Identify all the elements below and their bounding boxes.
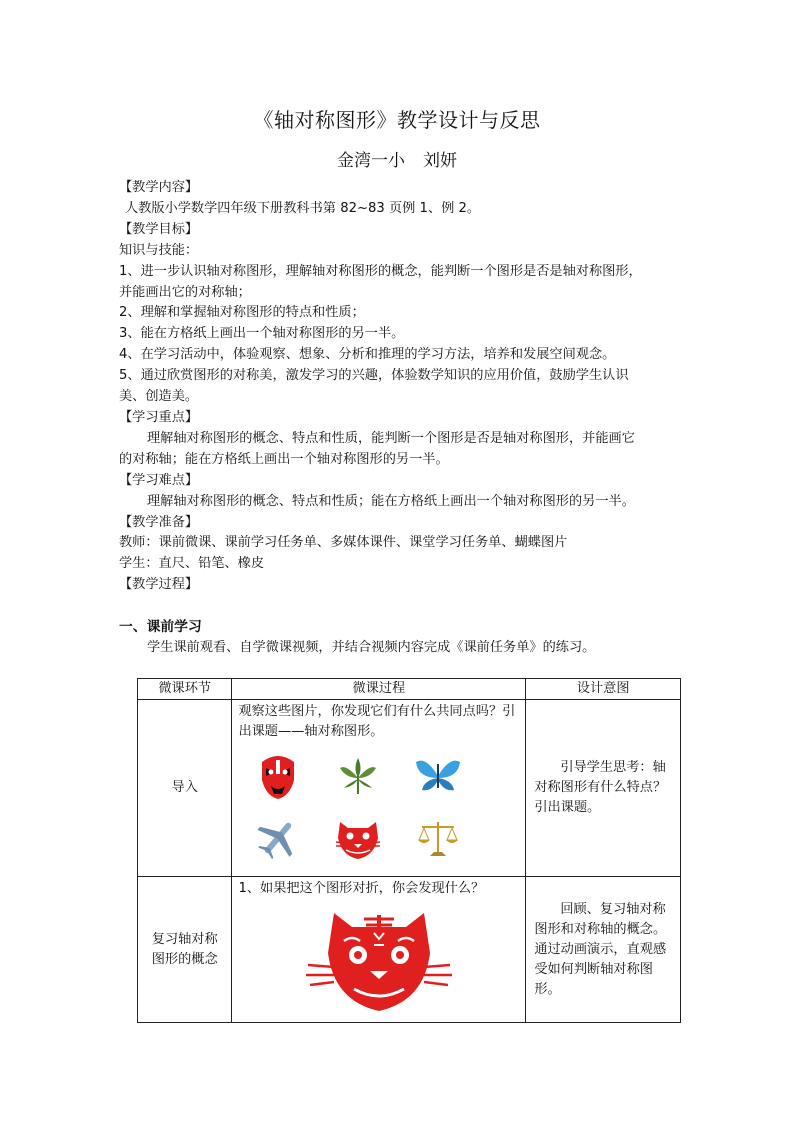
goals-subheading: 知识与技能： [119, 242, 199, 258]
heading-difficulties: 【学习难点】 [119, 472, 199, 488]
document-body [119, 178, 679, 659]
intro-pictures [238, 752, 478, 876]
author-name: 刘妍 [423, 151, 457, 171]
tiger-picture-wrap [238, 905, 519, 1020]
document-title: 《轴对称图形》教学设计与反思 [253, 108, 541, 132]
tiger-papercut-large-icon [304, 905, 454, 1013]
row-2-intent [526, 877, 681, 1023]
row-1-process [232, 700, 526, 877]
school-name: 金湾一小 [337, 151, 405, 171]
row-2-intent-text: 回顾、复习轴对称图形和对称轴的概念。通过动画演示，直观感受如何判断轴对称图形。 [534, 901, 667, 997]
goal-1-line-2: 并能画出它的对称轴； [119, 284, 251, 300]
difficulties-text: 理解轴对称图形的概念、特点和性质；能在方格纸上画出一个轴对称图形的另一半。 [147, 493, 635, 509]
key-points-line-2: 的对称轴；能在方格纸上画出一个轴对称图形的另一半。 [119, 451, 449, 467]
airplane-icon [242, 814, 314, 862]
heading-content: 【教学内容】 [119, 180, 199, 195]
section-pre-class: 一、课前学习 [119, 619, 202, 636]
header-process: 微课过程 [232, 679, 526, 700]
heading-preparation: 【教学准备】 [119, 514, 199, 530]
goal-4: 4、在学习活动中，体验观察、想象、分析和推理的学习方法，培养和发展空间观念。 [119, 347, 616, 363]
header-intent: 设计意图 [526, 679, 681, 700]
row-1-intent-text: 引导学生思考：轴对称图形有什么特点？引出课题。 [534, 760, 667, 815]
tiger-papercut-icon [322, 814, 394, 862]
goal-5-line-1: 5、通过欣赏图形的对称美，激发学习的兴趣，体验数学知识的应用价值，鼓励学生认识 [119, 368, 629, 384]
content-text: 人教版小学数学四年级下册教科书第 82~83 页例 1、例 2。 [125, 200, 481, 216]
lesson-table [137, 678, 681, 1023]
butterfly-icon [402, 752, 474, 800]
key-points-line-1: 理解轴对称图形的概念、特点和性质，能判断一个图形是否是轴对称图形，并能画它 [147, 430, 635, 446]
pre-class-text: 学生课前观看、自学微课视频，并结合视频内容完成《课前任务单》的练习。 [147, 640, 596, 656]
row-2-stage-text: 复习轴对称图形的概念 [151, 931, 218, 967]
goal-3: 3、能在方格纸上画出一个轴对称图形的另一半。 [119, 326, 405, 342]
goal-1-line-1: 1、进一步认识轴对称图形，理解轴对称图形的概念，能判断一个图形是否是轴对称图形， [119, 263, 642, 279]
row-1-stage: 导入 [138, 700, 232, 877]
table-row [138, 877, 681, 1023]
row-2-process-text: 1、如果把这个图形对折，你会发现什么？ [238, 881, 485, 896]
heading-key-points: 【学习重点】 [119, 409, 199, 425]
goal-2: 2、理解和掌握轴对称图形的特点和性质； [119, 305, 365, 321]
heading-goals: 【教学目标】 [119, 221, 199, 237]
leaf-icon [322, 752, 394, 800]
preparation-student: 学生：直尺、铅笔、橡皮 [119, 556, 265, 572]
author-line [0, 146, 794, 171]
header-stage: 微课环节 [138, 679, 232, 700]
goal-5-line-2: 美、创造美。 [119, 389, 199, 405]
row-2-process [232, 877, 526, 1023]
balance-scale-icon [402, 814, 474, 862]
table-header-row [138, 679, 681, 700]
opera-mask-icon [242, 752, 314, 800]
row-1-process-text: 观察这些图片，你发现它们有什么共同点吗？引出课题——轴对称图形。 [238, 704, 516, 739]
heading-process: 【教学过程】 [119, 577, 199, 593]
preparation-teacher: 教师：课前微课、课前学习任务单、多媒体课件、课堂学习任务单、蝴蝶图片 [119, 535, 568, 551]
table-row [138, 700, 681, 877]
row-2-stage [138, 877, 232, 1023]
row-1-intent [526, 700, 681, 877]
